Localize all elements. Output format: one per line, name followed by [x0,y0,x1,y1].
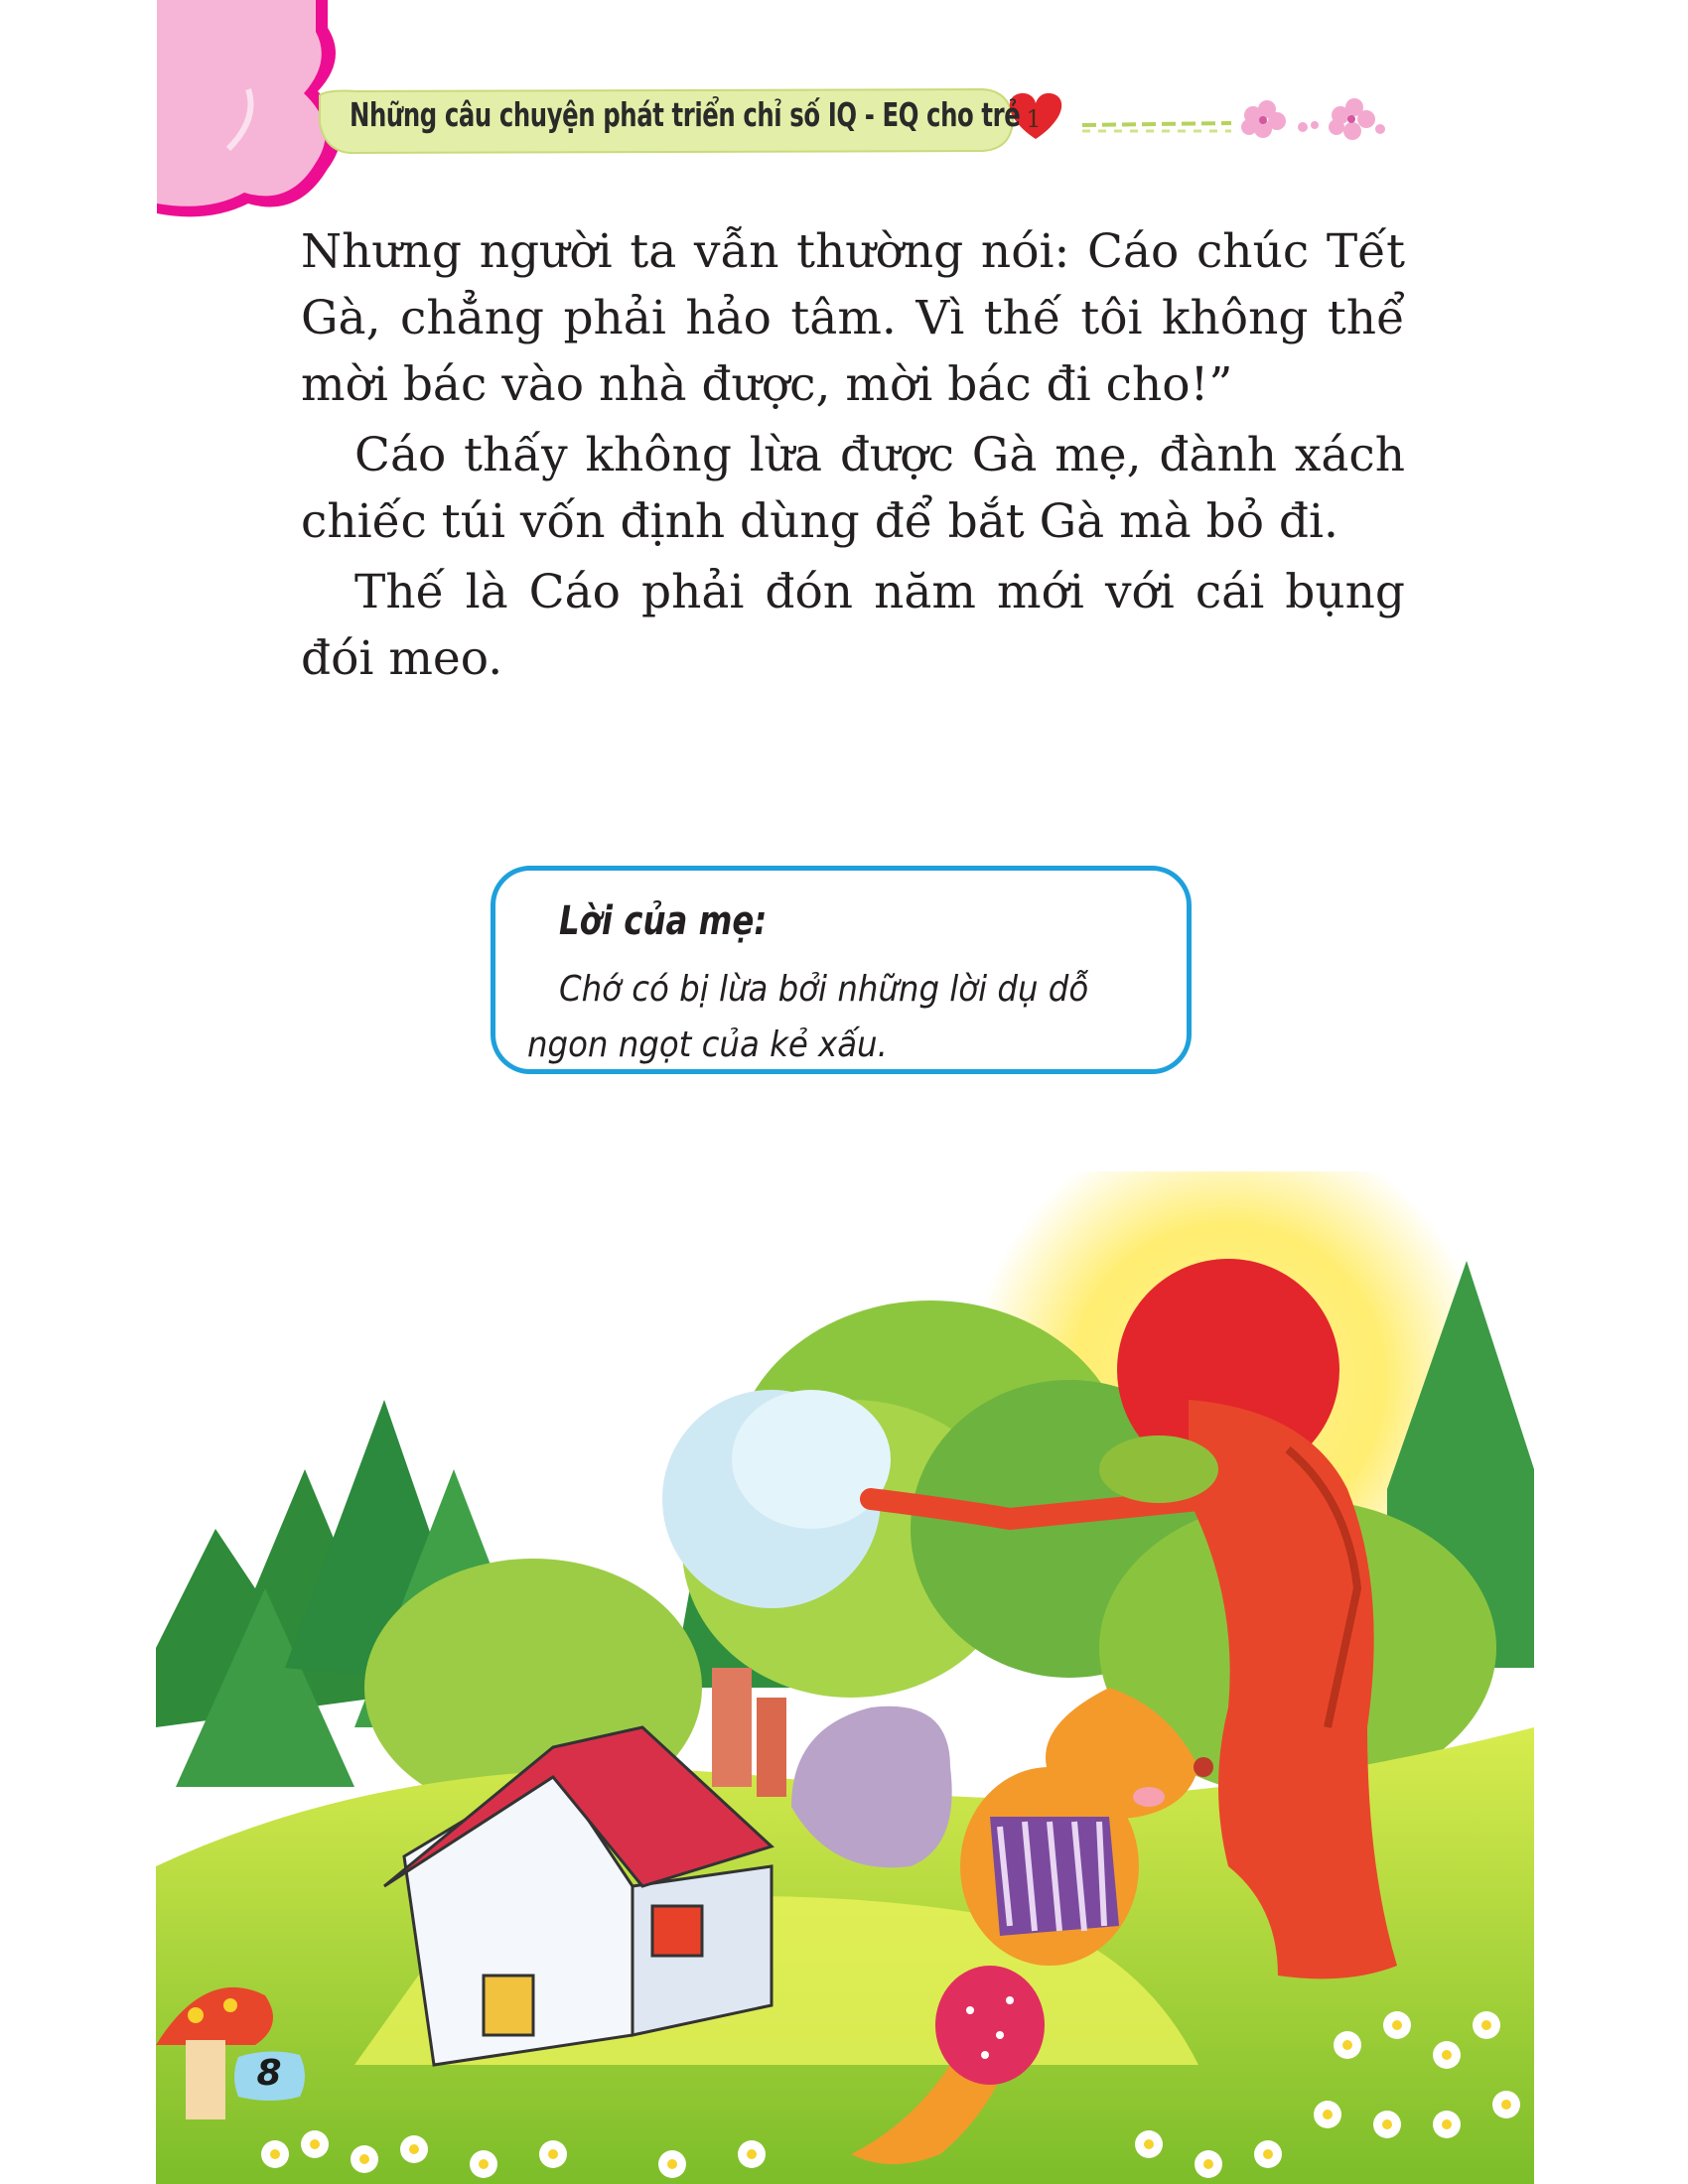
page-header [0,0,1688,238]
page-number: 8 [256,2053,282,2094]
story-text [301,218,1405,696]
story-paragraph: Cáo thấy không lừa được Gà mẹ, đành xách chiếc túi vốn định dùng để bắt Gà mà bỏ đi. [301,428,1405,549]
story-paragraph: Thế là Cáo phải đón năm mới với cái bụng đói meo. [301,565,1405,686]
moral-box [491,866,1192,1074]
moral-text: Chớ có bị lừa bởi những lời dụ dỗ ngon ngọt của kẻ xấu. [527,969,1089,1065]
book-series-title: Những câu chuyện phát triển chỉ số IQ - EQ cho trẻ [350,95,1021,134]
fox-scene-illustration [156,1171,1534,2184]
bird-nest [1099,1435,1218,1503]
chapter-number: 1 [1026,105,1042,133]
pink-flower-icon [157,0,341,216]
story-illustration [156,1171,1534,2184]
moral-title: Lời của mẹ: [559,898,768,944]
pink-sack [935,1966,1045,2085]
story-paragraph: Nhưng người ta vẫn thường nói: Cáo chúc Tết Gà, chẳng phải hảo tâm. Vì thế tôi không thể mời bác vào nhà được, mời bác đi cho!” [301,224,1405,412]
